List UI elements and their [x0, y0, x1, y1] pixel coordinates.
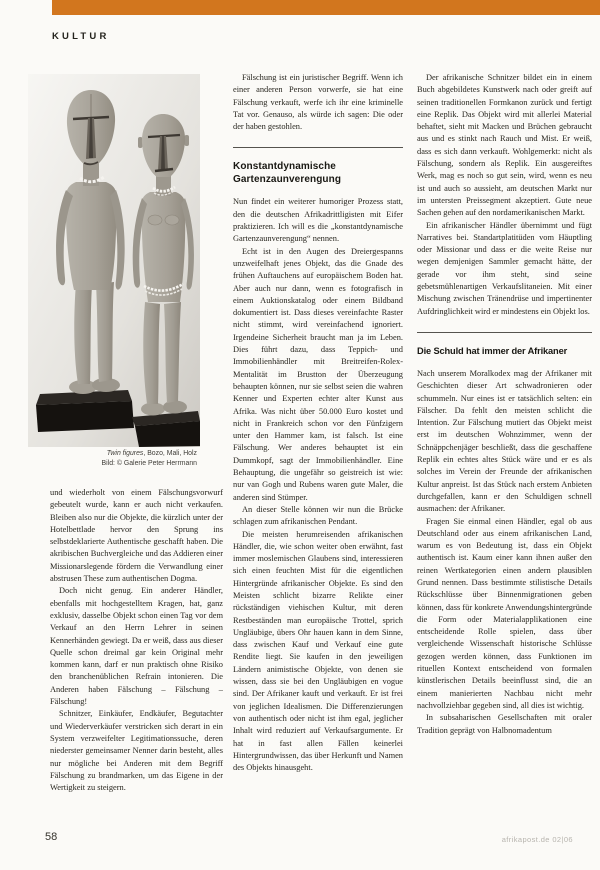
photo-caption-credit: Bild: © Galerie Peter Herrmann [101, 459, 197, 467]
journal-footer: afrikapost.de 02|06 [501, 835, 573, 844]
paragraph: Ein afrikanischer Händler übernimmt und fügt Narratives bei. Standartplatitüden vom Häuptling oder Missionar und dass er die weite Reise nur wegen demjenigen Sammler gemacht hätte, der gerade vor ihm steht, sind seine gebetsmühlenartigen Verkaufslitaneien. Mit einer Mischung zwischen Tränendrüse und impertinenter Aufdringlichkeit wird er mindestens ein Objekt los. [417, 220, 592, 316]
column-middle [233, 72, 403, 774]
paragraph: An dieser Stelle können wir nun die Brücke schlagen zum afrikanischen Pendant. [233, 504, 403, 527]
twin-figures-illustration [28, 74, 200, 447]
paragraph: In subsaharischen Gesellschaften mit oraler Tradition geprägt von Halbnomadentum [417, 713, 592, 735]
column-right [417, 72, 592, 737]
section-heading-schuld [417, 332, 592, 358]
paragraph: Fragen Sie einmal einen Händler, egal ob aus Deutschland oder aus einem afrikanischen Land, warum es von Bedeutung ist, dass ein Objekt authentisch ist. Kaum einer kann ihnen außer den reinen Wertkategorien einen andern plausiblen Grund nennen. Dass bestimmte stilistische Details Rückschlüsse über Binnenmigrationen geben können, dass für konkrete Anwendungshintergründe die Form oder Materialapplikationen eine entscheidende Rolle spielen, dass über vergleichende Wissenschaft historische Schlüsse gezogen werden können, dass Funktionen im rituellen Kontext entscheidend von formalen künstlerischen Details beeinflusst sind, die an einem manierierten Nachbau nicht mehr nachvollziehbar gegeben sind, all dies ist wichtig. [417, 516, 592, 710]
photo-caption [28, 449, 197, 468]
photo-caption-detail: , Bozo, Mali, Holz [143, 450, 197, 457]
section-heading-konstantdynamische [233, 147, 403, 186]
paragraph: Echt ist in den Augen des Dreiergespanns unzweifelhaft jenes Objekt, das die Gnade des frühen Auftauchens auf europäischem Boden hat. Aber auch nur dann, wenn es fotografisch in einem Auktionskatalog oder einem Bildband dokumentiert ist. Dass dieses vereinfachte Raster nicht stimmt, wird vereinfachend ignoriert. Irgendeine Sicherheit braucht man ja im Leben. Dies führt dazu, dass Teppich- und Immobilienhändler mit Breitreifen-Rolex-Mentalität im Brustton der Überzeugung behaupten können, nur sie selbst seien die wahren Kenner und Experten echter alter Kunst aus Afrika. Was nicht über 50.000 Euro kostet und nicht in Frankreich schon vor den Fünfzigern unter den Hammer kam, ist falsch. Ist eine Fälschung. Wer anderes behauptet ist ein Dummkopf, sagt der Immobilienhändler. Eine Behauptung, die ungefähr so geistreich ist wie: nur van Gogh und Rubens waren gute Maler, die anderen sind Stümper. [233, 246, 403, 502]
section-heading-text: Konstantdynamische Gartenzaunverengung [233, 161, 342, 186]
twin-figures-photo [28, 74, 200, 447]
photo-caption-line1 [28, 449, 197, 459]
paragraph: Die meisten herumreisenden afrikanischen Händler, die, wie schon weiter oben erwähnt, fast immer moslemischen Glaubens sind, interessieren sich einen feuchten Mist für die eigentlichen Hintergründe afrikanischer Objekte. Es sind den Meisten schlicht bizarre Relikte einer rückständigen viehischen Kultur, mit deren Restbeständen man europäische Trottel, sprich Ungläubige, übers Ohr hauen kann in dem Sinne, dass zwischen Kauf und Verkauf eine gute Rendite liegt. Sie kaufen in den jeweiligen Ländern animistische Objekte, von denen sie wissen, dass sie bei den Ungläubigen en vogue sind. Der Afrikaner kauft und verkauft. Er ist frei von jeglichen Idealismen. Die Differenzierungen von authentisch oder nicht ist ihm egal, jeglicher Inhalt wird reduziert auf Verkaufsargumente. Er hat in fast allen Fällen keinerlei Hintergrundwissen, das über Herkunft und Namen des Objekts hinausgeht. [233, 529, 403, 773]
photo-caption-title: Twin figures [106, 450, 144, 457]
paragraph: Nach unserem Moralkodex mag der Afrikaner mit Geschichten dieser Art schwadronieren oder schummeln. Nur eines ist er tatsächlich selten: ein Fälscher. Da fehlt den meisten schlicht die Intention. Zur Fälschung mutiert das Objekt meist erst im deutschen Wohnzimmer, wenn der Schnäppchenjäger beschließt, dass die geschaffene Replik ein echtes altes Stück wäre und er es als solches im Verein der Freunde der afrikanischen Kultur anpreist. Ist das Stück nach erstem Anbieten durchgefallen, kann er den Schuldigen schnell ausmachen: der Afrikaner. [417, 368, 592, 514]
accent-bar [52, 0, 600, 15]
paragraph: Der afrikanische Schnitzer bildet ein in einem Buch abgebildetes Kunstwerk nach oder greift auf seinen traditionellen Formkanon zurück und fertigt eine Replik. Das Objekt wird mit allerlei Material behaftet, sieht mit Macken und Brüchen gebraucht aus und es stinkt nach Rauch und Mist. Er weiß, dass es sich dann verkauft. Wohlgemerkt: nicht als Fälschung, sondern als Replik. Ein ausgereiftes Werk, mag es noch so gut sein, wird, wenn es neu ist und auch so aussieht, am deutschen Markt nur im untersten Preissegment akzeptiert. Gute neue Sachen gehen auf den nordamerikanischen Markt. [417, 73, 592, 218]
column-left [50, 487, 223, 794]
paragraph: Doch nicht genug. Ein anderer Händler, ebenfalls mit hochgestelltem Kragen, hat, ganz exklusiv, dasselbe Objekt schon einen Tag vor dem Verkauf an den Herrn Lehrer in seinen Kennerhänden gewiegt. Da er weiß, dass aus dieser Quelle schon dreimal gar kein Original mehr kommen kann, darf er nun praktisch ohne Risiko den branchenüblichen Refrain intonieren. Die Anderen haben Fälschung – Fälschung – Fälschung! [50, 586, 223, 707]
section-heading-text: Die Schuld hat immer der Afrikaner [417, 345, 568, 356]
paragraph: Schnitzer, Einkäufer, Endkäufer, Begutachter und Wiederverkäufer verstricken sich derart in ein System verzweifelter Legitimationssuche, deren niederster gemeinsamer Nenner darin besteht, alles nur mögliche bei Anderen mit dem Begriff Fälschung zu brandmarken, um das Eigene in der Wertigkeit zu steigern. [50, 709, 223, 793]
paragraph: und wiederholt von einem Fälschungsvorwurf gebeutelt wurde, kann er auch nicht verkaufen. Bleiben also nur die Objekte, die kürzlich unter der Hotelbettlade hervor den Sprung ins selbstdeklarierte Authentische geschafft haben. Die akribischen Buchvergleiche und das Addieren einer Missionarslegende fördern die Verwandlung einer abstrusen These zum authentischen Dogma. [50, 488, 223, 584]
page-number: 58 [45, 831, 58, 843]
paragraph: Fälschung ist ein juristischer Begriff. Wenn ich einer anderen Person vorwerfe, sie hat eine Fälschung verkauft, werfe ich ihr eine kriminelle Tat vor. Genauso, als würde ich sagen: Die oder der haben gestohlen. [233, 73, 403, 132]
section-label: KULTUR [52, 31, 110, 42]
paragraph: Nun findet ein weiterer humoriger Prozess statt, den die deutschen Afrikadrittligisten mit Eifer praktizieren. Ich will es die „konstantdynamische Gartenzaunverengung“ nennen. [233, 197, 403, 244]
